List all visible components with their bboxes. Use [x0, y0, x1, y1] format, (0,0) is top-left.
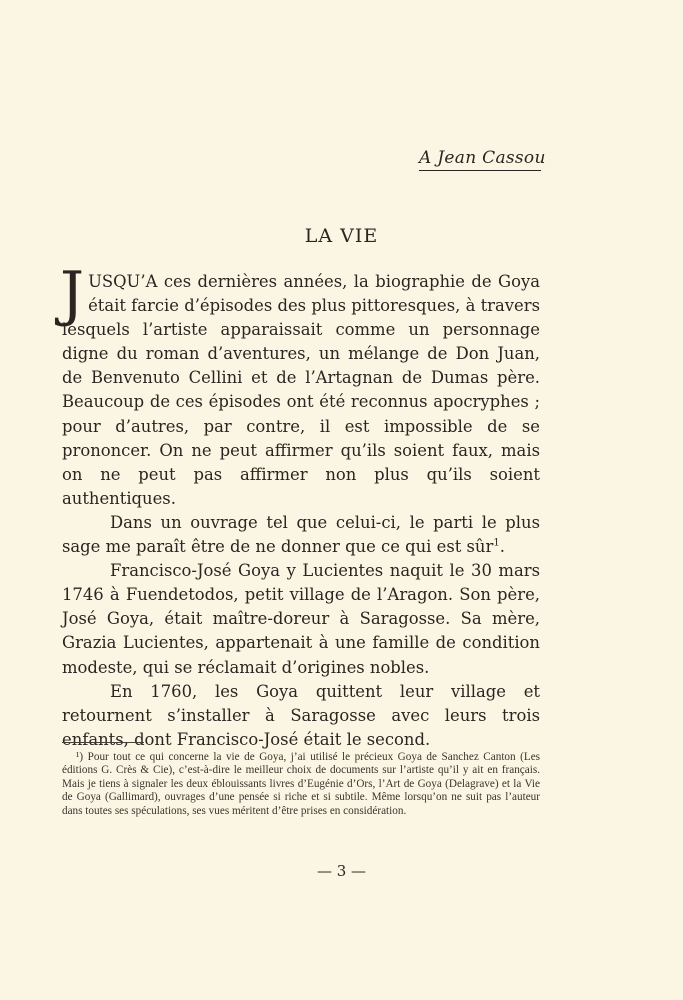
footnote-reference: 1: [493, 537, 500, 549]
chapter-title: LA VIE: [304, 225, 379, 247]
footnote-mark: ¹): [76, 751, 84, 763]
body-text: [60, 259, 540, 752]
paragraph-3: Francisco-José Goya y Lucientes naquit le 30 mars 1746 à Fuendetodos, petit village de l’Aragon. Son père, José Goya, était maître-doreur à Saragosse. Sa mère, Grazia Lucientes, appartenait à une famille de condition modeste, qui se réclamait d’origines nobles.: [62, 561, 540, 677]
page-number: — 3 —: [316, 862, 367, 880]
footnote-divider: [62, 742, 144, 743]
paragraph-1-text: USQU’A ces dernières années, la biographie de Goya était farcie d’épisodes des plus pittoresques, à travers lesquels l’artiste apparaissait comme un personnage digne du roman d’aventures, un mélange de Don Juan, de Benvenuto Cellini et de l’Artagnan de Dumas père. Beaucoup de ces épisodes ont été reconnus apocryphes ; pour d’autres, par contre, il est impossible de se prononcer. On ne peut affirmer qu’ils soient faux, mais on ne peut pas affirmer non plus qu’ils soient authentiques.: [62, 272, 540, 508]
footnote: [62, 751, 540, 818]
dedication: A Jean Cassou: [419, 148, 541, 171]
paragraph-2-end: .: [499, 537, 505, 557]
paragraph-4: En 1760, les Goya quittent leur village et retournent s’installer à Saragosse avec leurs trois enfants, dont Francisco-José était le second.: [62, 681, 540, 749]
paragraph-2: [62, 511, 540, 559]
paragraph-1: [60, 259, 540, 511]
paragraph-2-text: Dans un ouvrage tel que celui-ci, le parti le plus sage me paraît être de ne donner que ce qui est sûr: [62, 512, 540, 557]
drop-cap: J: [60, 259, 85, 329]
footnote-text: Pour tout ce qui concerne la vie de Goya, j’ai utilisé le précieux Goya de Sanchez Canton (Les éditions G. Crès & Cie), c’est-à-dire le meilleur choix de documents sur l’artiste qu’il y ait en français. Mais je tiens à signaler les deux éblouissants livres d’Eugénie d’Ors, l’Art de Goya (Delagrave) et la Vie de Goya (Gallimard), ouvrages d’une pensée si riche et si subtile. Même lorsqu’on ne suit pas l’auteur dans toutes ses spéculations, ses vues méritent d’être prises en considération.: [62, 751, 541, 817]
